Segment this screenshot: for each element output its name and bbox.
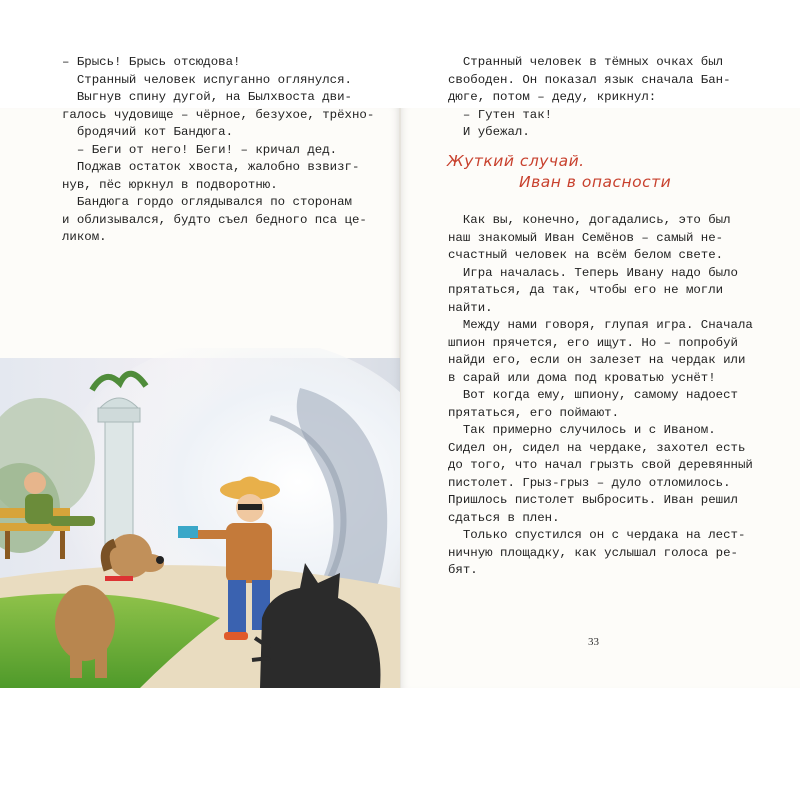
text-line: Только спустился он с чердака на лест-	[448, 528, 746, 542]
chapter-subtitle: Иван в опасности	[519, 173, 672, 191]
text-line: бят.	[448, 563, 478, 577]
text-line: наш знакомый Иван Семёнов – самый не-	[448, 230, 724, 245]
text-line: Так примерно случилось и с Иваном.	[448, 423, 716, 437]
text-line: Поджав остаток хвоста, жалобно взвизг-	[62, 160, 360, 174]
text-line: прятаться, его поймают.	[448, 405, 620, 420]
right-page-body-text	[448, 212, 753, 580]
text-line: ликом.	[62, 230, 107, 244]
story-illustration	[0, 348, 400, 688]
text-line: счастный человек на всём белом свете.	[448, 248, 724, 262]
text-line: И убежал.	[448, 125, 530, 139]
text-line: найти.	[448, 300, 493, 315]
text-line: Между нами говоря, глупая игра. Сначала	[448, 318, 753, 332]
text-line: ничную площадку, как услышал голоса ре-	[448, 545, 738, 560]
left-page-text	[62, 54, 375, 247]
text-line: нув, пёс юркнул в подворотню.	[62, 177, 278, 192]
text-line: прятаться, да так, чтобы его не могли	[448, 283, 724, 297]
text-line: в сарай или дома под кроватью уснёт!	[448, 370, 716, 385]
chapter-title: Жуткий случай.	[447, 152, 585, 170]
text-line: Странный человек испуганно оглянулся.	[62, 72, 352, 87]
text-line: и облизывался, будто съел бедного пса це-	[62, 212, 367, 227]
text-line: до того, что начал грызть свой деревянный	[448, 458, 753, 472]
text-line: Как вы, конечно, догадались, это был	[448, 213, 731, 227]
text-line: Сидел он, сидел на чердаке, захотел есть	[448, 440, 746, 455]
text-line: галось чудовище – чёрное, безухое, трёхно-	[62, 107, 375, 122]
text-line: бродячий кот Бандюга.	[62, 125, 234, 139]
text-line: – Брысь! Брысь отсюдова!	[62, 55, 241, 69]
text-line: Игра началась. Теперь Ивану надо было	[448, 265, 738, 280]
text-line: пистолет. Грыз-грыз – дуло отломилось.	[448, 475, 731, 490]
text-line: свободен. Он показал язык сначала Бан-	[448, 72, 731, 87]
text-line: Пришлось пистолет выбросить. Иван решил	[448, 493, 738, 507]
text-line: шпион прячется, его ищут. Но – попробуй	[448, 335, 738, 350]
text-line: дюге, потом – деду, крикнул:	[448, 90, 657, 104]
page-number: 33	[588, 636, 599, 648]
text-line: Бандюга гордо оглядывался по сторонам	[62, 195, 352, 209]
text-line: Вот когда ему, шпиону, самому надоест	[448, 388, 738, 402]
text-line: сдаться в плен.	[448, 510, 560, 525]
text-line: найди его, если он залезет на чердак или	[448, 353, 746, 367]
right-page-top-text	[448, 54, 748, 142]
text-line: – Гутен так!	[448, 107, 553, 122]
text-line: Выгнув спину дугой, на Былхвоста дви-	[62, 90, 352, 104]
text-line: – Беги от него! Беги! – кричал дед.	[62, 142, 338, 157]
text-line: Странный человек в тёмных очках был	[448, 55, 724, 69]
